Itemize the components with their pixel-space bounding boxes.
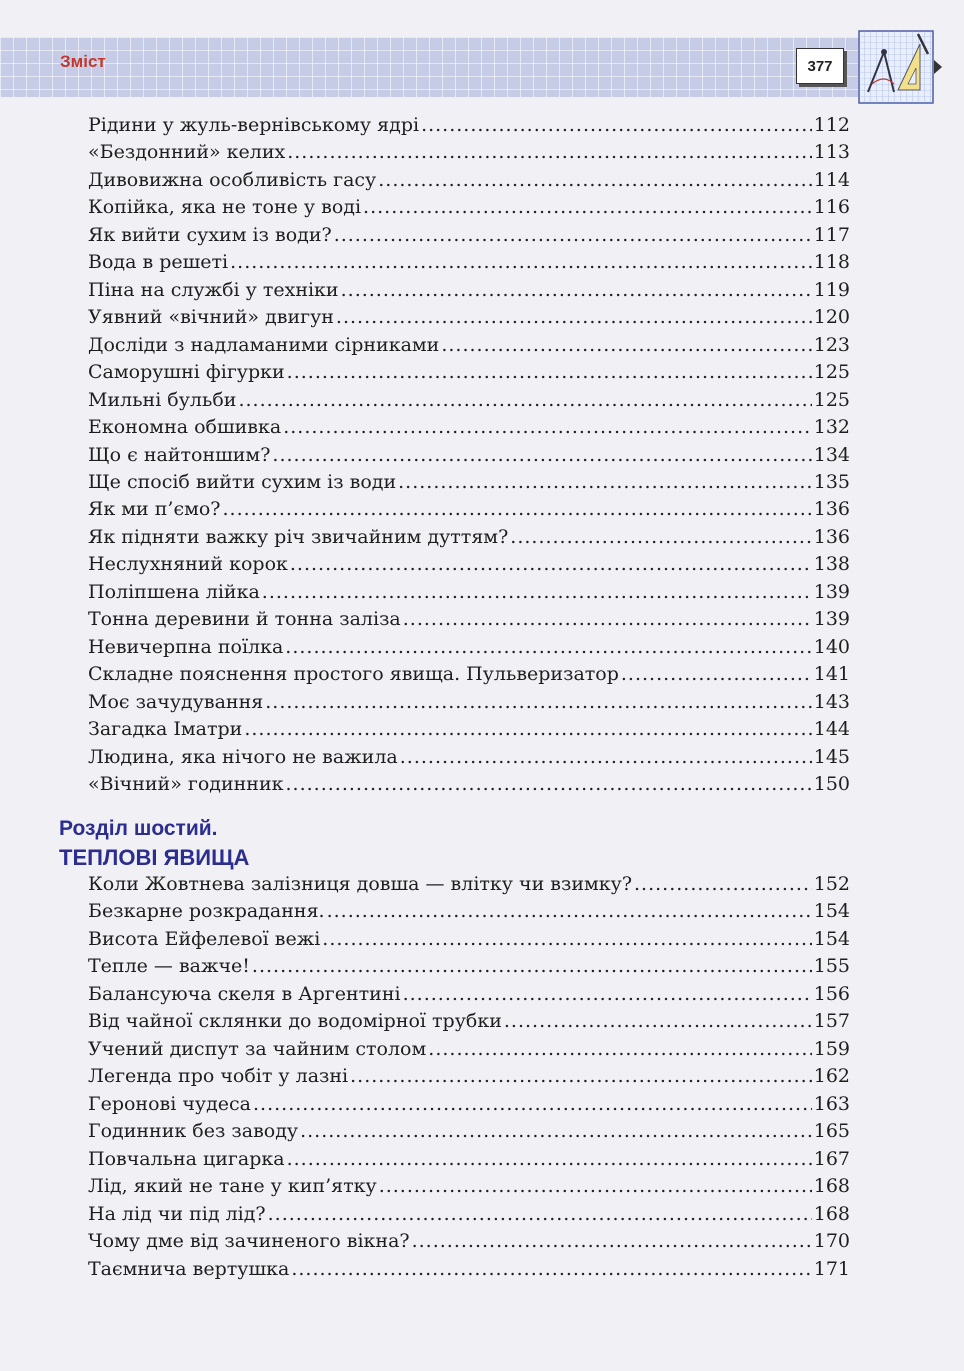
toc-entry: [88, 224, 850, 251]
toc-leader-dots: [363, 196, 812, 218]
toc-entry-title: Складне пояснення простого явища. Пульверизатор: [88, 663, 619, 685]
toc-entry: [88, 444, 850, 471]
toc-entry-title: Рідини у жуль-вернівському ядрі: [88, 114, 420, 136]
toc-leader-dots: [285, 636, 811, 658]
toc-entry-page: 118: [813, 251, 850, 273]
toc-entry-title: Моє зачудування: [88, 691, 264, 713]
toc-entry: [88, 1175, 850, 1202]
toc-entry: [88, 928, 850, 955]
toc-leader-dots: [403, 983, 812, 1005]
toc-entry: [88, 1093, 850, 1120]
toc-entry: [88, 141, 850, 168]
toc-entry-title: Уявний «вічний» двигун: [88, 306, 334, 328]
toc-entry: [88, 279, 850, 306]
toc-leader-dots: [336, 306, 812, 328]
toc-entry-page: 168: [813, 1203, 850, 1225]
toc-entry: [88, 306, 850, 333]
toc-entry-title: Що є найтоншим?: [88, 444, 271, 466]
toc-leader-dots: [428, 1038, 811, 1060]
toc-leader-dots: [287, 361, 812, 383]
toc-entry: [88, 636, 850, 663]
toc-entry: [88, 196, 850, 223]
toc-entry-page: 152: [813, 873, 850, 895]
toc-entry-page: 134: [813, 444, 850, 466]
toc-entry: [88, 718, 850, 745]
toc-leader-dots: [322, 928, 811, 950]
toc-entry-page: 139: [813, 608, 850, 630]
toc-entry-page: 171: [813, 1258, 850, 1280]
toc-entry: [88, 1065, 850, 1092]
toc-entry-page: 144: [813, 718, 850, 740]
toc-leader-dots: [350, 1065, 812, 1087]
toc-leader-dots: [287, 141, 812, 163]
toc-entry-title: Неслухняний корок: [88, 553, 288, 575]
toc-entry-title: Невичерпна поїлка: [88, 636, 284, 658]
toc-entry: [88, 1038, 850, 1065]
toc-leader-dots: [252, 955, 812, 977]
toc-leader-dots: [327, 900, 812, 922]
toc-entry: [88, 471, 850, 498]
toc-entry-page: 141: [813, 663, 850, 685]
toc-entry-page: 125: [813, 361, 850, 383]
toc-entry-page: 132: [813, 416, 850, 438]
toc-entry: [88, 361, 850, 388]
toc-entry: [88, 663, 850, 690]
toc-entry-page: 116: [813, 196, 850, 218]
toc-entry: [88, 553, 850, 580]
toc-leader-dots: [272, 444, 811, 466]
toc-entry-title: Як вийти сухим із води?: [88, 224, 332, 246]
toc-entry: [88, 581, 850, 608]
toc-entry: [88, 983, 850, 1010]
toc-entry-page: 114: [813, 169, 850, 191]
toc-entry-page: 155: [813, 955, 850, 977]
section-label: Розділ шостий.: [59, 817, 218, 840]
toc-entry: [88, 169, 850, 196]
toc-entry-page: 136: [813, 526, 850, 548]
toc-leader-dots: [403, 608, 812, 630]
toc-entry-page: 163: [813, 1093, 850, 1115]
toc-leader-dots: [421, 114, 812, 136]
toc-entry-page: 168: [813, 1175, 850, 1197]
toc-entry-page: 123: [813, 334, 850, 356]
toc-leader-dots: [290, 553, 812, 575]
toc-entry-page: 117: [813, 224, 850, 246]
toc-entry-page: 157: [813, 1010, 850, 1032]
toc-leader-dots: [634, 873, 812, 895]
toc-entry-title: Коли Жовтнева залізниця довша — влітку чи взимку?: [88, 873, 633, 895]
toc-entry: [88, 1148, 850, 1175]
toc-leader-dots: [253, 1093, 812, 1115]
toc-leader-dots: [398, 471, 812, 493]
toc-entry-page: 154: [813, 928, 850, 950]
toc-entry-title: Годинник без заводу: [88, 1120, 299, 1142]
toc-leader-dots: [286, 773, 812, 795]
toc-entry-title: Висота Ейфелевої вежі: [88, 928, 321, 950]
toc-entry-title: Як ми п’ємо?: [88, 498, 221, 520]
toc-entry-title: Учений диспут за чайним столом: [88, 1038, 427, 1060]
toc-leader-dots: [504, 1010, 812, 1032]
toc-entry-title: Поліпшена лійка: [88, 581, 260, 603]
toc-entry: [88, 498, 850, 525]
toc-leader-dots: [265, 691, 812, 713]
toc-entry-page: 136: [813, 498, 850, 520]
toc-entry-title: Легенда про чобіт у лазні: [88, 1065, 349, 1087]
page-number: 377: [796, 48, 844, 84]
toc-entry-page: 112: [813, 114, 850, 136]
toc-entry: [88, 873, 850, 900]
toc-leader-dots: [223, 498, 812, 520]
toc-entry-title: «Бездонний» келих: [88, 141, 286, 163]
toc-leader-dots: [378, 169, 812, 191]
toc-entry-title: Саморушні фігурки: [88, 361, 285, 383]
toc-leader-dots: [621, 663, 812, 685]
toc-entry-title: «Вічний» годинник: [88, 773, 284, 795]
toc-entry: [88, 1120, 850, 1147]
toc-entry-title: Геронові чудеса: [88, 1093, 251, 1115]
toc-entry-page: 167: [813, 1148, 850, 1170]
toc-leader-dots: [341, 279, 812, 301]
toc-leader-dots: [283, 416, 812, 438]
toc-entry: [88, 608, 850, 635]
toc-entry: [88, 1010, 850, 1037]
toc-entry: [88, 900, 850, 927]
toc-entry-title: Піна на службі у техніки: [88, 279, 339, 301]
toc-leader-dots: [262, 581, 812, 603]
toc-entry-title: Ще спосіб вийти сухим із води: [88, 471, 397, 493]
section-title: ТЕПЛОВІ ЯВИЩА: [59, 845, 250, 870]
toc-entry-title: Від чайної склянки до водомірної трубки: [88, 1010, 502, 1032]
toc-leader-dots: [510, 526, 811, 548]
toc-entry: [88, 526, 850, 553]
toc-entry-page: 143: [813, 691, 850, 713]
toc-leader-dots: [230, 251, 812, 273]
toc-entry-page: 135: [813, 471, 850, 493]
toc-entry-title: Лід, який не тане у кип’ятку: [88, 1175, 377, 1197]
toc-entry-title: Дивовижна особливість гасу: [88, 169, 377, 191]
toc-entry-page: 159: [813, 1038, 850, 1060]
toc-entry-page: 154: [813, 900, 850, 922]
toc-leader-dots: [291, 1258, 811, 1280]
toc-entry-title: Безкарне розкрадання.: [88, 900, 325, 922]
toc-entry: [88, 1203, 850, 1230]
toc-leader-dots: [441, 334, 811, 356]
toc-entry-title: Таємнича вертушка: [88, 1258, 290, 1280]
drafting-tools-icon: [858, 30, 942, 104]
toc-entry: [88, 1230, 850, 1257]
toc-entry: [88, 1258, 850, 1285]
toc-leader-dots: [334, 224, 812, 246]
toc-entry-page: 145: [813, 746, 850, 768]
toc-entry-title: Тонна деревини й тонна заліза: [88, 608, 401, 630]
toc-entry-title: Як підняти важку річ звичайним дуттям?: [88, 526, 509, 548]
toc-entry-page: 156: [813, 983, 850, 1005]
toc-entry: [88, 416, 850, 443]
toc-leader-dots: [300, 1120, 812, 1142]
toc-leader-dots: [412, 1230, 812, 1252]
toc-entry: [88, 334, 850, 361]
toc-entry-page: 119: [813, 279, 850, 301]
toc-entry: [88, 389, 850, 416]
toc-entry: [88, 691, 850, 718]
running-header-title: Зміст: [60, 52, 106, 71]
toc-leader-dots: [268, 1203, 812, 1225]
toc-entry: [88, 746, 850, 773]
toc-entry-title: Людина, яка нічого не важила: [88, 746, 398, 768]
toc-entry-title: Мильні бульби: [88, 389, 237, 411]
toc-entry-page: 150: [813, 773, 850, 795]
toc-entry-page: 140: [813, 636, 850, 658]
toc-entry-page: 170: [813, 1230, 850, 1252]
toc-entry-title: Балансуюча скеля в Аргентині: [88, 983, 401, 1005]
toc-entry-page: 165: [813, 1120, 850, 1142]
toc-entry: [88, 251, 850, 278]
toc-leader-dots: [244, 718, 811, 740]
toc-entry: [88, 773, 850, 800]
toc-entry-title: Загадка Іматри: [88, 718, 243, 740]
toc-entry-title: Економна обшивка: [88, 416, 282, 438]
toc-entry-title: Чому дме від зачиненого вікна?: [88, 1230, 410, 1252]
toc-entry-page: 120: [813, 306, 850, 328]
toc-leader-dots: [400, 746, 812, 768]
toc-entry-page: 138: [813, 553, 850, 575]
toc-entry: [88, 114, 850, 141]
toc-entry-title: Тепле — важче!: [88, 955, 250, 977]
toc-entry-page: 162: [813, 1065, 850, 1087]
toc-entry-title: Копійка, яка не тоне у воді: [88, 196, 362, 218]
toc-leader-dots: [287, 1148, 812, 1170]
toc-entry-page: 125: [813, 389, 850, 411]
toc-entry-title: Повчальна цигарка: [88, 1148, 285, 1170]
toc-entry-page: 113: [813, 141, 850, 163]
toc-entry-title: Вода в решеті: [88, 251, 229, 273]
toc-leader-dots: [238, 389, 811, 411]
toc-entry: [88, 955, 850, 982]
toc-entry-title: Досліди з надламаними сірниками: [88, 334, 440, 356]
toc-entry-page: 139: [813, 581, 850, 603]
toc-leader-dots: [379, 1175, 812, 1197]
header-band: [0, 37, 880, 97]
toc-entry-title: На лід чи під лід?: [88, 1203, 266, 1225]
